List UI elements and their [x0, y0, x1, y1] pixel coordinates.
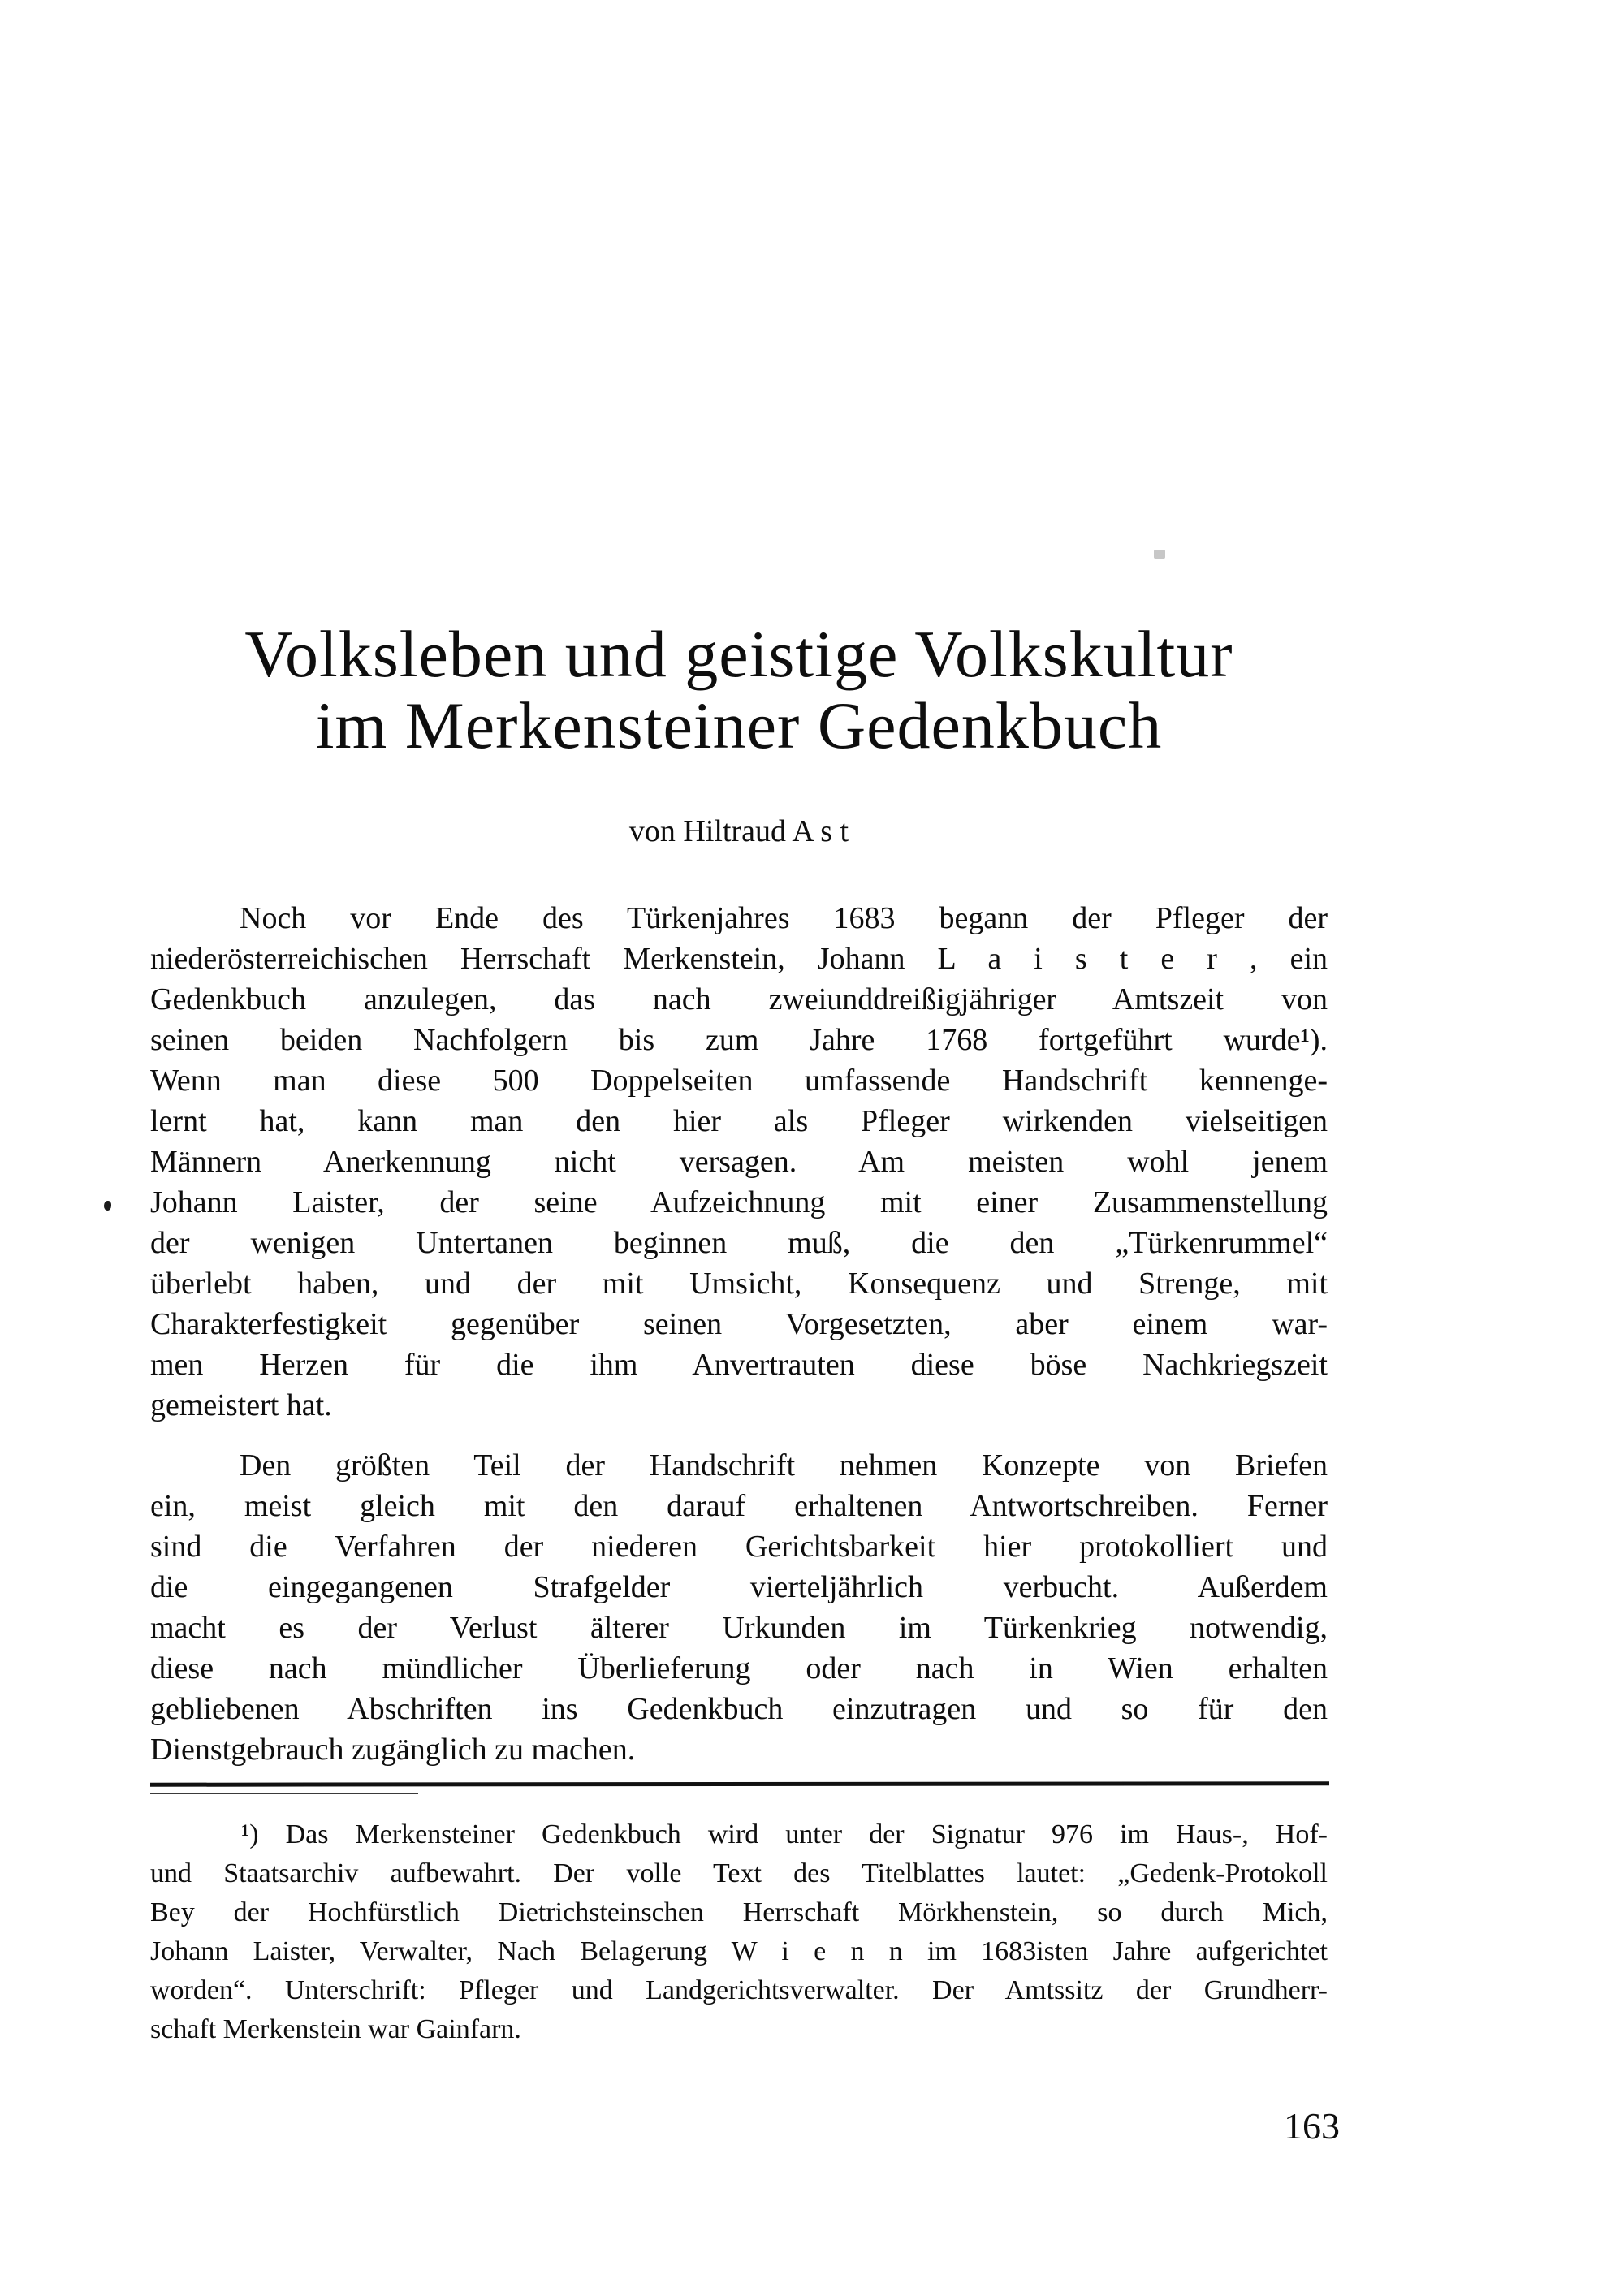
footnote-line: worden“. Unterschrift: Pfleger und Landgerichtsverwalter. Der Amtssitz der Grundherr- — [150, 1975, 1328, 2005]
text-line: Johann Laister, der seine Aufzeichnung mit einer Zusammenstellung — [150, 1185, 1328, 1219]
text-line: niederösterreichischen Herrschaft Merkenstein, Johann L a i s t e r , ein — [150, 942, 1328, 976]
text-line: macht es der Verlust älterer Urkunden im Türkenkrieg notwendig, — [150, 1611, 1328, 1645]
text-line: seinen beiden Nachfolgern bis zum Jahre 1768 fortgeführt wurde¹). — [150, 1023, 1328, 1057]
margin-dot-artifact — [104, 1201, 111, 1211]
text-line: Noch vor Ende des Türkenjahres 1683 begann der Pfleger der — [240, 901, 1328, 935]
text-line: der wenigen Untertanen beginnen muß, die den „Türkenrummel“ — [150, 1226, 1328, 1260]
text-line: Charakterfestigkeit gegenüber seinen Vorgesetzten, aber einem war- — [150, 1307, 1328, 1341]
footnote-line: ¹) Das Merkensteiner Gedenkbuch wird unter der Signatur 976 im Haus-, Hof- — [241, 1819, 1328, 1849]
article-title-line1: Volksleben und geistige Volkskultur — [244, 617, 1233, 691]
text-line: gebliebenen Abschriften ins Gedenkbuch einzutragen und so für den — [150, 1692, 1328, 1726]
footnote-separator-rule-thin — [150, 1793, 418, 1794]
text-line: sind die Verfahren der niederen Gerichtsbarkeit hier protokolliert und — [150, 1530, 1328, 1564]
text-line: überlebt haben, und der mit Umsicht, Konsequenz und Strenge, mit — [150, 1267, 1328, 1301]
article-title-line2: im Merkensteiner Gedenkbuch — [315, 688, 1163, 762]
footnote-separator-rule — [150, 1781, 1329, 1787]
footnote-line: Bey der Hochfürstlich Dietrichsteinschen Herrschaft Mörkhenstein, so durch Mich, — [150, 1897, 1328, 1927]
text-line: Wenn man diese 500 Doppelseiten umfassende Handschrift kennenge- — [150, 1064, 1328, 1098]
text-line: gemeistert hat. — [150, 1388, 332, 1422]
footnote-line: und Staatsarchiv aufbewahrt. Der volle Text des Titelblattes lautet: „Gedenk-Protokoll — [150, 1858, 1328, 1888]
text-line: Dienstgebrauch zugänglich zu machen. — [150, 1733, 636, 1767]
text-line: ein, meist gleich mit den darauf erhaltenen Antwortschreiben. Ferner — [150, 1489, 1328, 1523]
paragraph-1 — [150, 898, 1328, 1426]
text-line: Den größten Teil der Handschrift nehmen Konzepte von Briefen — [240, 1448, 1328, 1482]
author-byline: von Hiltraud A s t — [628, 814, 849, 848]
paragraph-2 — [150, 1445, 1328, 1770]
footnote-line: Johann Laister, Verwalter, Nach Belagerung W i e n n im 1683isten Jahre aufgerichtet — [150, 1936, 1328, 1966]
scan-speck-artifact — [1154, 550, 1165, 559]
text-line: lernt hat, kann man den hier als Pfleger wirkenden vielseitigen — [150, 1104, 1328, 1138]
text-line: diese nach mündlicher Überlieferung oder nach in Wien erhalten — [150, 1651, 1328, 1685]
text-line: Gedenkbuch anzulegen, das nach zweiunddreißigjähriger Amtszeit von — [150, 982, 1328, 1016]
text-line: Männern Anerkennung nicht versagen. Am meisten wohl jenem — [150, 1145, 1328, 1179]
article-title — [150, 619, 1328, 762]
footnote-1 — [150, 1815, 1328, 2049]
text-line: die eingegangenen Strafgelder vierteljährlich verbucht. Außerdem — [150, 1570, 1328, 1604]
footnote-line: schaft Merkenstein war Gainfarn. — [150, 2014, 521, 2044]
page-number: 163 — [1284, 2105, 1340, 2147]
text-line: men Herzen für die ihm Anvertrauten diese böse Nachkriegszeit — [150, 1348, 1328, 1382]
